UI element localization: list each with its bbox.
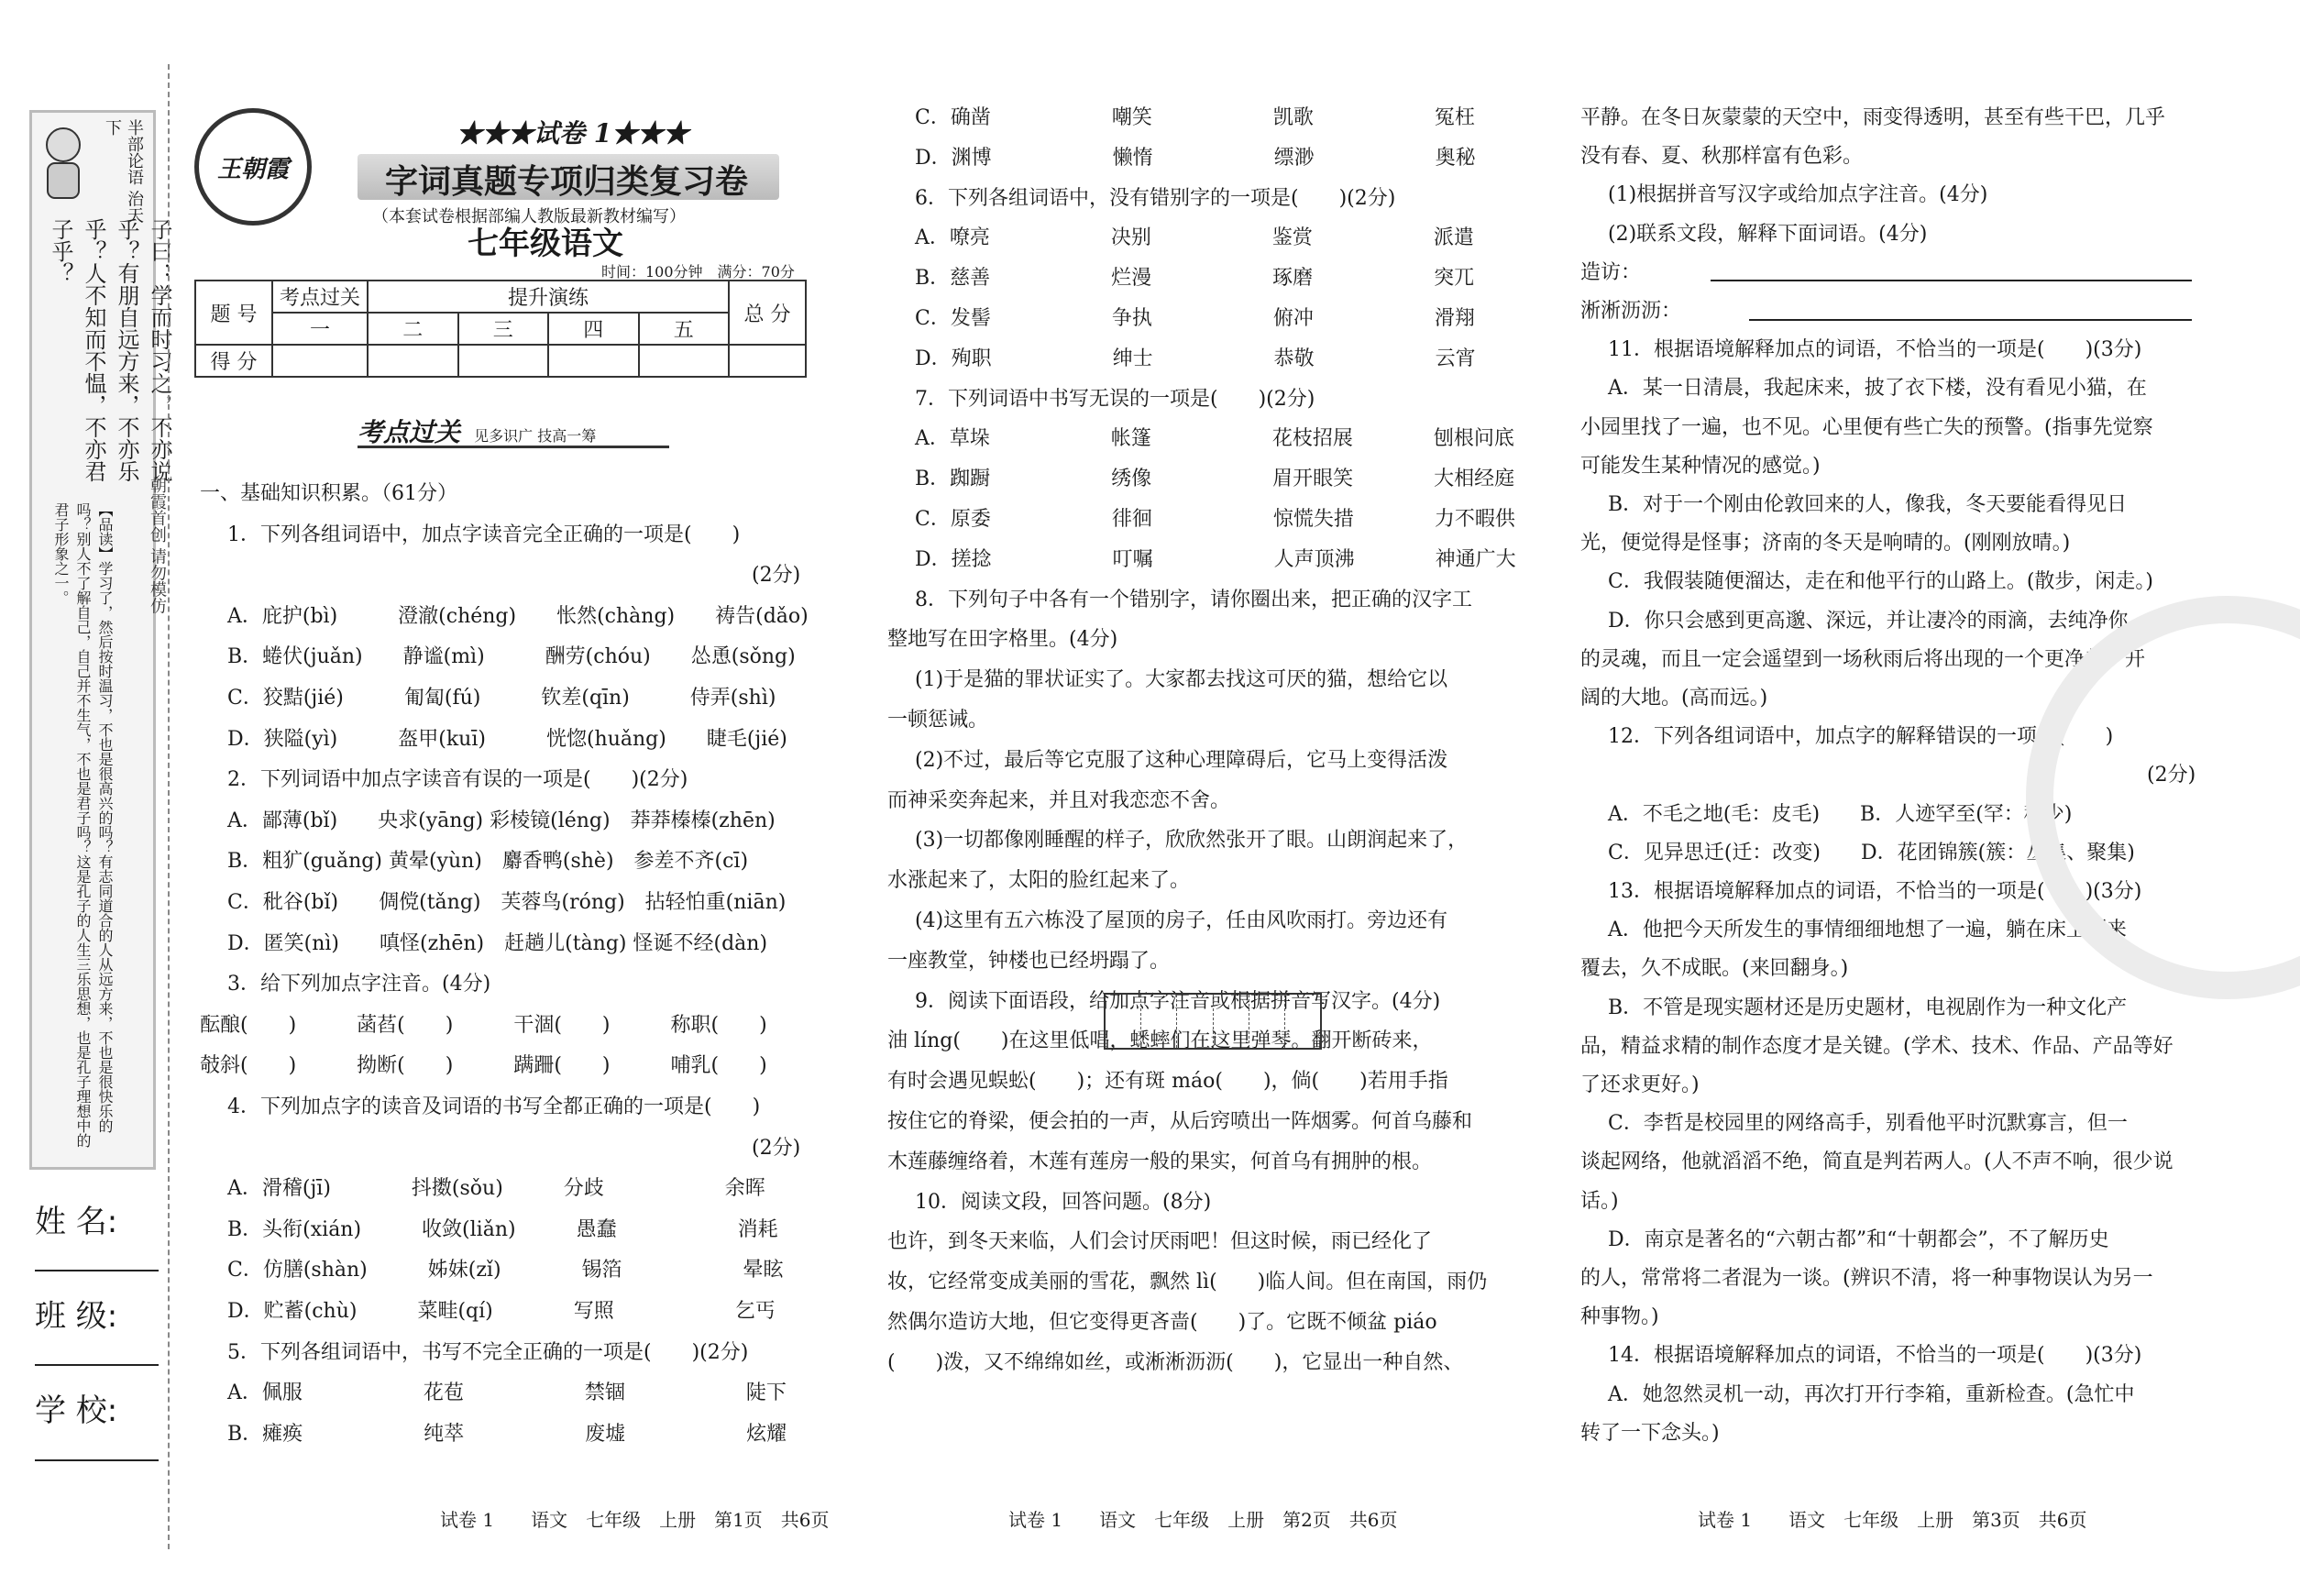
score-col-1: 一 — [272, 313, 368, 345]
answer-line-zaofang[interactable] — [1711, 280, 2192, 281]
page3-line: (2分) — [2147, 764, 2196, 787]
page1-line: (2分) — [752, 564, 801, 588]
page3-line: 13．根据语境解释加点的词语，不恰当的一项是( )(3分) — [1608, 880, 2142, 903]
footer-page-1: 试卷 1 语文 七年级 上册 第1页 共6页 — [440, 1509, 830, 1531]
subtitle: （本套试卷根据部编人教版最新教材编写） — [372, 207, 686, 226]
score-table — [194, 280, 807, 378]
score-cell-4[interactable] — [548, 345, 639, 377]
page1-line: 一、基础知识积累。（61分） — [200, 482, 457, 505]
section-banner-title: 考点过关 — [358, 417, 461, 447]
page2-line: (2)不过，最后等它克服了这种心理障碍后，它马上变得活泼 — [915, 748, 1448, 772]
page2-line: C．确凿 嘲笑 凯歌 冤枉 — [915, 106, 1475, 129]
page2-line: B．踟蹰 绣像 眉开眼笑 大相经庭 — [915, 468, 1515, 491]
page1-line: 2．下列词语中加点字读音有误的一项是( )(2分) — [227, 768, 688, 792]
crop-note: 朝霞首创 请勿模仿 — [148, 477, 167, 614]
page1-line: (2分) — [752, 1136, 801, 1160]
page2-line: (1)于是猫的罪状证实了。大家都去找这可厌的猫，想给它以 — [915, 668, 1448, 692]
page2-line: 油 líng( )在这里低唱，蟋蟀们在这里弹琴。翻开断砖来， — [887, 1029, 1433, 1053]
page2-line: 有时会遇见蜈蚣( )；还有斑 máo( )，倘( )若用手指 — [887, 1070, 1448, 1094]
class-label: 班 级: — [35, 1298, 118, 1335]
name-field[interactable] — [35, 1270, 159, 1271]
paper-number: ★★★试卷 1★★★ — [457, 118, 689, 149]
page3-line: 种事物。) — [1580, 1305, 1659, 1329]
page1-line: 5．下列各组词语中，书写不完全正确的一项是( )(2分) — [227, 1340, 749, 1364]
score-cell-1[interactable] — [272, 345, 368, 377]
school-label: 学 校: — [35, 1392, 118, 1429]
page3-line: 淅淅沥沥： — [1580, 300, 1682, 323]
sidebar-brand: 半部论语 治天下 — [103, 119, 144, 224]
page3-line: A．某一日清晨，我起床来，披了衣下楼，没有看见小猫，在 — [1608, 377, 2147, 401]
page2-line: (3)一切都像刚睡醒的样子，欣欣然张开了眼。山朗润起来了， — [915, 829, 1469, 853]
page1-line: A．佩服 花苞 禁锢 陡下 — [227, 1381, 787, 1405]
page2-line: C．原委 徘徊 惊慌失措 力不暇供 — [915, 508, 1515, 531]
page1-line: B．蜷伏(juǎn) 静谧(mì) 酬劳(chóu) 怂恿(sǒng) — [227, 645, 796, 669]
page3-line: B．不管是现实题材还是历史题材，电视剧作为一种文化产 — [1608, 996, 2128, 1019]
page2-line: 而神采奕奔起来，并且对我恋恋不舍。 — [887, 788, 1231, 812]
page3-line: 覆去，久不成眠。(来回翻身。) — [1580, 957, 1849, 981]
section-banner — [358, 413, 669, 448]
page3-line: 平静。在冬日灰蒙蒙的天空中，雨变得透明，甚至有些干巴，几乎 — [1580, 106, 2166, 129]
page2-line: D．渊博 懒惰 缥渺 奥秘 — [915, 146, 1476, 170]
page1-line: A．鄙薄(bǐ) 央求(yāng) 彩棱镜(léng) 莽莽榛榛(zhēn) — [227, 809, 776, 832]
page1-line: A．庇护(bì) 澄澈(chéng) 怅然(chàng) 祷告(dǎo) — [227, 604, 809, 628]
page2-line: 9．阅读下面语段，给加点字注音或根据拼音写汉字。(4分) — [915, 989, 1441, 1013]
page3-line: C．见异思迁(迁：改变) D．花团锦簇(簇：丛集、聚集) — [1608, 841, 2135, 864]
score-header-total: 总 分 — [729, 281, 806, 345]
score-cell-3[interactable] — [458, 345, 549, 377]
page1-line: B．瘫痪 纯萃 废墟 炫耀 — [227, 1422, 787, 1446]
page1-line: 1．下列各组词语中，加点字读音完全正确的一项是( ) — [227, 523, 741, 546]
page1-line: A．滑稽(jī) 抖擞(sǒu) 分歧 余晖 — [227, 1177, 765, 1201]
page3-line: D．你只会感到更高邈、深远，并让凄冷的雨滴，去纯净你 — [1608, 609, 2129, 633]
page3-line: 光，便觉得是怪事；济南的冬天是响晴的。(刚刚放晴。) — [1580, 532, 2071, 556]
page1-line: B．头衔(xián) 收敛(liǎn) 愚蠢 消耗 — [227, 1217, 778, 1241]
page1-line: D．匿笑(nì) 嗔怪(zhēn) 赶趟儿(tàng) 怪诞不经(dàn) — [227, 931, 768, 955]
score-col-3: 三 — [458, 313, 549, 345]
page3-line: 的灵魂，而且一定会遥望到一场秋雨后将出现的一个更净美、开 — [1580, 647, 2146, 671]
page3-line: 11．根据语境解释加点的词语，不恰当的一项是( )(3分) — [1608, 338, 2142, 362]
page3-line: 品，精益求精的制作态度才是关键。(学术、技术、作品、产品等好 — [1580, 1034, 2173, 1058]
page2-line: 一座教堂，钟楼也已经坍蹋了。 — [887, 949, 1171, 973]
page3-line: B．对于一个刚由伦敦回来的人，像我，冬天要能看得见日 — [1608, 493, 2128, 516]
page1-line: 4．下列加点字的读音及词语的书写全都正确的一项是( ) — [227, 1095, 761, 1118]
mascot-icon — [35, 119, 92, 202]
page1-line: 酝酿( ) 菡萏( ) 干涸( ) 称职( ) — [200, 1013, 767, 1037]
page2-line: D．搓捻 叮嘱 人声顶沸 神通广大 — [915, 547, 1516, 571]
page3-line: 了还求更好。) — [1580, 1073, 1700, 1096]
page-title: 字词真题专项归类复习卷 — [385, 163, 749, 201]
page3-line: 谈起网络，他就滔滔不绝，简直是判若两人。(人不声不响，很少说 — [1580, 1150, 2173, 1174]
page1-line: C．狡黠(jié) 匍匐(fú) 钦差(qīn) 侍弄(shì) — [227, 687, 776, 710]
score-row-label: 得 分 — [195, 345, 272, 377]
page2-line: D．殉职 绅士 恭敬 云宵 — [915, 347, 1476, 370]
school-field[interactable] — [35, 1459, 159, 1461]
page2-line: ( )泼，又不绵绵如丝，或淅淅沥沥( )，它显出一种自然、 — [887, 1350, 1464, 1374]
page3-line: 14．根据语境解释加点的词语，不恰当的一项是( )(3分) — [1608, 1344, 2142, 1368]
class-field[interactable] — [35, 1364, 159, 1366]
page2-line: 一顿惩诫。 — [887, 709, 989, 732]
page2-line: C．发髻 争执 俯冲 滑翔 — [915, 307, 1475, 330]
page2-line: 6．下列各组词语中，没有错别字的一项是( )(2分) — [915, 186, 1396, 210]
answer-line-xixilili[interactable] — [1749, 319, 2192, 321]
page3-line: 小园里找了一遍，也不见。心里便有些亡失的预警。(指事先觉察 — [1580, 415, 2153, 439]
section-banner-tag: 见多识广 技高一筹 — [474, 427, 597, 445]
logo-text: 王朝霞 — [216, 155, 289, 183]
score-col-2: 二 — [368, 313, 458, 345]
page1-line: 攲斜( ) 拗断( ) 蹒跚( ) 哺乳( ) — [200, 1054, 767, 1078]
page3-line: 没有春、夏、秋那样富有色彩。 — [1580, 145, 1864, 169]
page2-line: 水涨起来了，太阳的脸红起来了。 — [887, 869, 1191, 893]
page1-line: C．仿膳(shàn) 姊妹(zǐ) 锡箔 晕眩 — [227, 1259, 784, 1282]
page3-line: (2)联系文段，解释下面词语。(4分) — [1608, 222, 1928, 246]
page3-line: 转了一下念头。) — [1580, 1421, 1720, 1445]
score-header-tisheng: 提升演练 — [368, 281, 729, 313]
page3-line: A．他把今天所发生的事情细细地想了一遍，躺在床上翻来 — [1608, 919, 2127, 942]
grade-title: 七年级语文 — [468, 226, 623, 262]
page2-line: 8．下列句子中各有一个错别字，请你圈出来，把正确的汉字工 — [915, 588, 1472, 611]
page3-line: A．不毛之地(毛：皮毛) B．人迹罕至(罕：稀少) — [1608, 802, 2073, 826]
page3-line: 阔的大地。(高而远。) — [1580, 687, 1768, 710]
page3-line: A．她忽然灵机一动，再次打开行李箱，重新检查。(急忙中 — [1608, 1382, 2135, 1406]
page2-line: 按住它的脊梁，便会拍的一声，从后窍喷出一阵烟雾。何首乌藤和 — [887, 1110, 1473, 1133]
page2-line: A．草垛 帐篷 花枝招展 刨根问底 — [915, 427, 1514, 451]
footer-page-3: 试卷 1 语文 七年级 上册 第3页 共6页 — [1698, 1509, 2087, 1531]
page2-line: 整地写在田字格里。(4分) — [887, 628, 1118, 652]
page2-line: 然偶尔造访大地，但它变得更吝啬( )了。它既不倾盆 piáo — [887, 1311, 1437, 1334]
sidebar-reading: 【品读】学习了，然后按时温习，不也是很高兴的吗？有志同道合的人从远方来，不也是很快乐的吗？别人不了解自己，自己并不生气，不也是君子吗？这是孔子的人生三乐思想，也是孔子理想中的君子形象之一。 — [52, 502, 114, 1148]
page1-line: D．贮蓄(chù) 菜畦(qí) 写照 乞丐 — [227, 1300, 776, 1323]
page3-line: 可能发生某种情况的感觉。) — [1580, 454, 1821, 478]
page1-line: B．粗犷(guǎng) 黄晕(yùn) 麝香鸭(shè) 参差不齐(cī) — [227, 850, 749, 874]
page3-line: C．李哲是校园里的网络高手，别看他平时沉默寡言，但一 — [1608, 1112, 2128, 1136]
score-col-5: 五 — [639, 313, 730, 345]
page2-line: 10．阅读文段，回答问题。(8分) — [915, 1190, 1212, 1214]
page1-line: C．秕谷(bǐ) 倜傥(tǎng) 芙蓉鸟(róng) 拈轻怕重(niān) — [227, 891, 787, 914]
page1-line: D．狭隘(yì) 盔甲(kuī) 恍惚(huǎng) 睫毛(jié) — [227, 727, 787, 751]
page3-line: 话。) — [1580, 1189, 1619, 1213]
score-cell-2[interactable] — [368, 345, 458, 377]
page2-line: 7．下列词语中书写无误的一项是( )(2分) — [915, 387, 1315, 411]
time-score: 时间：100分钟 满分：70分 — [601, 263, 795, 281]
page3-line: 的人，常常将二者混为一谈。(辨识不清，将一种事物误认为另一 — [1580, 1267, 2153, 1290]
page3-line: 12．下列各组词语中，加点字的解释错误的一项是( ) — [1608, 725, 2114, 749]
page2-line: 妆，它经常变成美丽的雪花，飘然 lì( )临人间。但在南国，雨仍 — [887, 1271, 1488, 1294]
logo-icon — [194, 108, 312, 226]
page2-line: 木莲藤缠络着，木莲有莲房一般的果实，何首乌有拥肿的根。 — [887, 1150, 1433, 1173]
sidebar-quote: 子曰：学而时习之，不亦说乎？有朋自远方来，不亦乐乎？人不知而不愠，不亦君子乎？ — [48, 218, 172, 482]
answer-grid[interactable] — [1104, 993, 1322, 1050]
name-label: 姓 名: — [35, 1204, 118, 1240]
score-col-4: 四 — [548, 313, 639, 345]
score-header-label: 题 号 — [195, 281, 272, 345]
score-header-kaodian: 考点过关 — [272, 281, 368, 313]
page3-line: D．南京是著名的“六朝古都”和“十朝都会”，不了解历史 — [1608, 1227, 2109, 1251]
page3-line: C．我假装随便溜达，走在和他平行的山路上。(散步，闲走。) — [1608, 570, 2154, 594]
page1-line: 3．给下列加点字注音。(4分) — [227, 973, 491, 996]
footer-page-2: 试卷 1 语文 七年级 上册 第2页 共6页 — [1008, 1509, 1398, 1531]
page3-line: 造访： — [1580, 260, 1642, 284]
page2-line: A．嘹亮 决别 鉴赏 派遣 — [915, 226, 1474, 250]
score-cell-total[interactable] — [729, 345, 806, 377]
page2-line: (4)这里有五六栋没了屋顶的房子，任由风吹雨打。旁边还有 — [915, 909, 1448, 932]
page2-line: B．慈善 烂漫 琢磨 突兀 — [915, 267, 1475, 291]
cut-line — [168, 64, 170, 1549]
page2-line: 也许，到冬天来临，人们会讨厌雨吧！但这时候，雨已经化了 — [887, 1230, 1433, 1254]
score-cell-5[interactable] — [639, 345, 730, 377]
page3-line: (1)根据拼音写汉字或给加点字注音。(4分) — [1608, 183, 1988, 207]
